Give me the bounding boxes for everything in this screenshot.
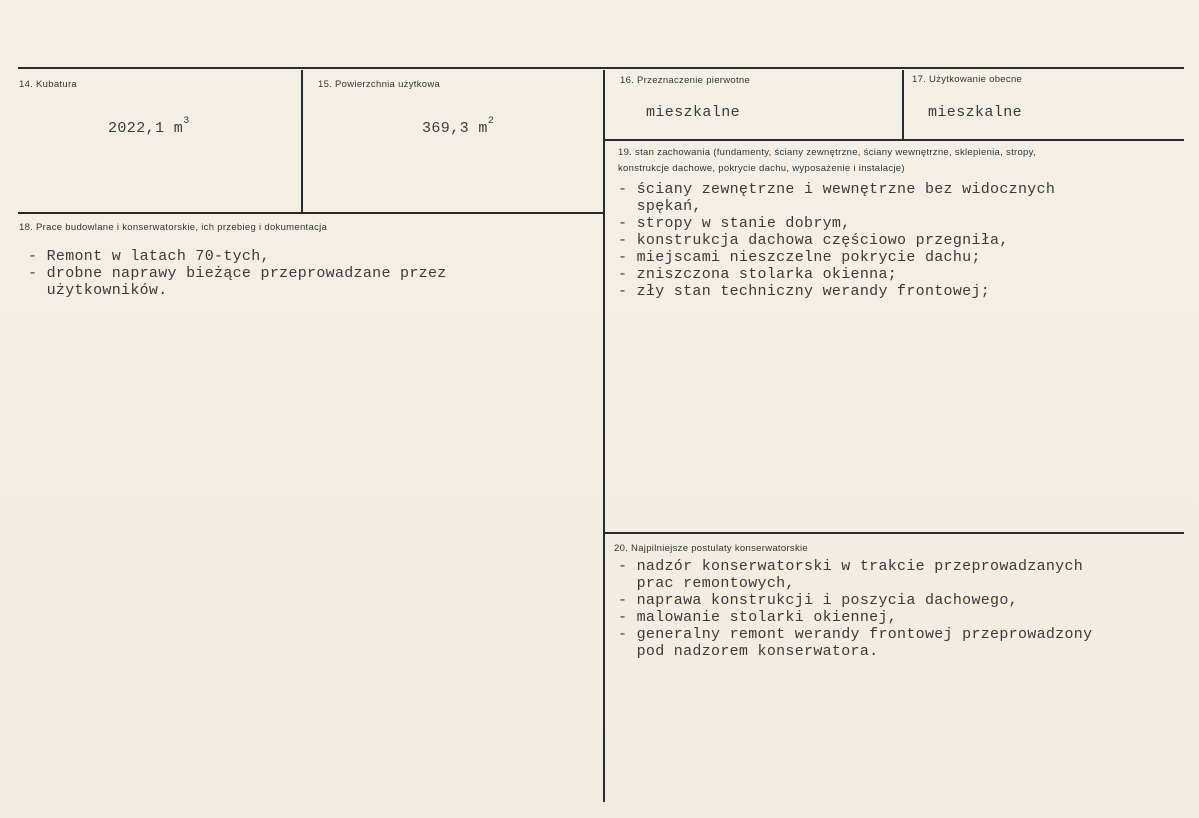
field-15-label: 15. Powierzchnia użytkowa: [318, 79, 441, 90]
usable-area-unit-exponent: 2: [487, 116, 495, 127]
field-17-label: 17. Użytkowanie obecne: [912, 74, 1023, 85]
field-14-label: 14. Kubatura: [19, 79, 78, 90]
field-15-value: [422, 116, 495, 137]
field-19-text: [618, 181, 1064, 300]
field-20-line: - generalny remont werandy frontowej przeprowadzony: [618, 626, 1093, 643]
field-20-line: - malowanie stolarki okiennej,: [618, 609, 898, 626]
field-18-label: 18. Prace budowlane i konserwatorskie, ich przebieg i dokumentacja: [19, 222, 328, 233]
field-18-line: użytkowników.: [28, 282, 168, 299]
field-18-text: [28, 248, 447, 299]
field-20-line: - naprawa konstrukcji i poszycia dachowego,: [618, 592, 1018, 609]
field-19-line: - miejscami nieszczelne pokrycie dachu;: [618, 249, 981, 266]
usable-area-value: 369,3 m: [422, 120, 488, 137]
field-20-label: 20. Najpilniejsze postulaty konserwatorskie: [614, 543, 809, 554]
top-rule: [18, 67, 1184, 69]
field-16-label: 16. Przeznaczenie pierwotne: [620, 75, 751, 86]
field-18-line: - drobne naprawy bieżące przeprowadzane przez: [28, 265, 447, 282]
divider-14-15: [301, 70, 303, 213]
field-19-label-line-2: konstrukcje dachowe, pokrycie dachu, wyposażenie i instalacje): [618, 163, 905, 174]
field-20-line: prac remontowych,: [618, 575, 795, 592]
field-17-value: mieszkalne: [928, 104, 1023, 121]
rule-above-20: [604, 532, 1184, 534]
field-16-value: mieszkalne: [646, 104, 741, 121]
field-19-line: - ściany zewnętrzne i wewnętrzne bez widocznych: [618, 181, 1065, 198]
cubature-value: 2022,1 m: [108, 120, 184, 137]
divider-16-17: [902, 70, 904, 140]
field-20-text: [618, 558, 1092, 660]
field-20-line: - nadzór konserwatorski w trakcie przeprowadzanych: [618, 558, 1084, 575]
field-14-value: [108, 116, 190, 137]
field-19-label: [618, 145, 1178, 177]
divider-left-right: [603, 70, 605, 802]
rule-under-14-15: [18, 212, 604, 214]
rule-under-16-17: [604, 139, 1184, 141]
field-19-line: - zły stan techniczny werandy frontowej;: [618, 283, 991, 300]
field-20-line: pod nadzorem konserwatora.: [618, 643, 879, 660]
cubature-unit-exponent: 3: [183, 116, 190, 127]
field-18-line: - Remont w latach 70-tych,: [28, 248, 270, 265]
field-19-line: - zniszczona stolarka okienna;: [618, 266, 898, 283]
field-19-line: - stropy w stanie dobrym,: [618, 215, 851, 232]
field-19-line: spękań,: [618, 198, 702, 215]
field-19-line: - konstrukcja dachowa częściowo przegniła,: [618, 232, 1009, 249]
field-19-label-line-1: 19. stan zachowania (fundamenty, ściany zewnętrzne, ściany wewnętrzne, sklepienia, stropy,: [618, 147, 1036, 158]
